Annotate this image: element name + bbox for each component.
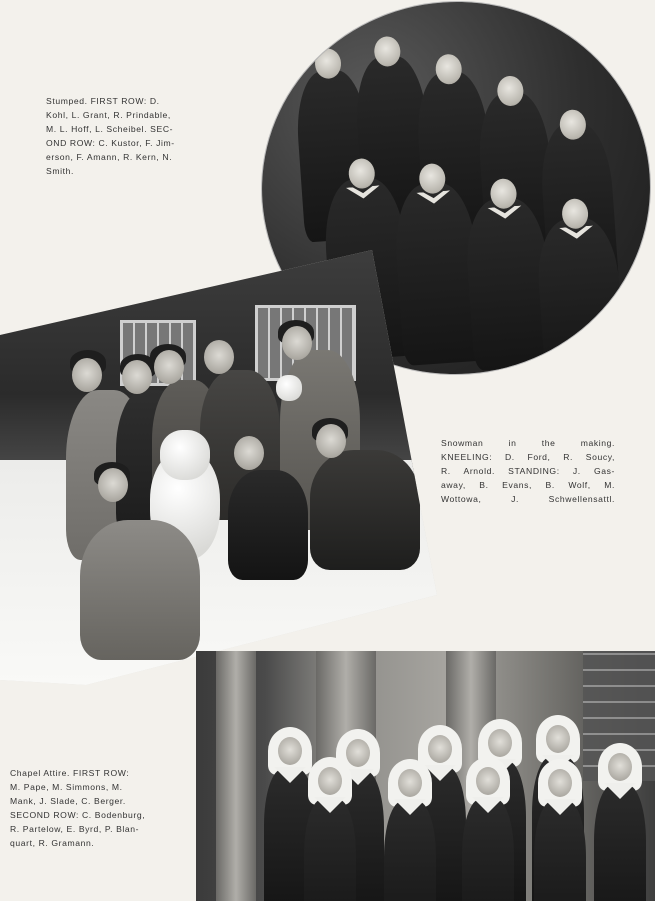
caption-line: Wottowa, J. Schwellensattl. <box>441 494 615 504</box>
caption-line: Chapel Attire. FIRST ROW: <box>10 768 130 778</box>
caption-line: R. Partelow, E. Byrd, P. Blan- <box>10 824 140 834</box>
caption-line: Mank, J. Slade, C. Berger. <box>10 796 126 806</box>
caption-line: R. Arnold. STANDING: J. Gas- <box>441 466 615 476</box>
caption-line: KNEELING: D. Ford, R. Soucy, <box>441 452 615 462</box>
caption-stumped <box>46 94 214 178</box>
caption-line: Stumped. FIRST ROW: D. <box>46 96 160 106</box>
caption-snowman <box>441 436 615 506</box>
caption-line: Snowman in the making. <box>441 438 615 448</box>
caption-line: M. L. Hoff, L. Scheibel. SEC- <box>46 124 174 134</box>
caption-line: Smith. <box>46 166 74 176</box>
caption-line: M. Pape, M. Simmons, M. <box>10 782 123 792</box>
caption-line: quart, R. Gramann. <box>10 838 95 848</box>
caption-line: SECOND ROW: C. Bodenburg, <box>10 810 146 820</box>
snowman-group-photo <box>0 250 440 690</box>
chapel-group-photo <box>196 651 655 901</box>
caption-line: Kohl, L. Grant, R. Prindable, <box>46 110 171 120</box>
caption-line: OND ROW: C. Kustor, F. Jim- <box>46 138 175 148</box>
caption-chapel <box>10 766 190 850</box>
caption-line: erson, F. Amann, R. Kern, N. <box>46 152 173 162</box>
caption-line: away, B. Evans, B. Wolf, M. <box>441 480 615 490</box>
